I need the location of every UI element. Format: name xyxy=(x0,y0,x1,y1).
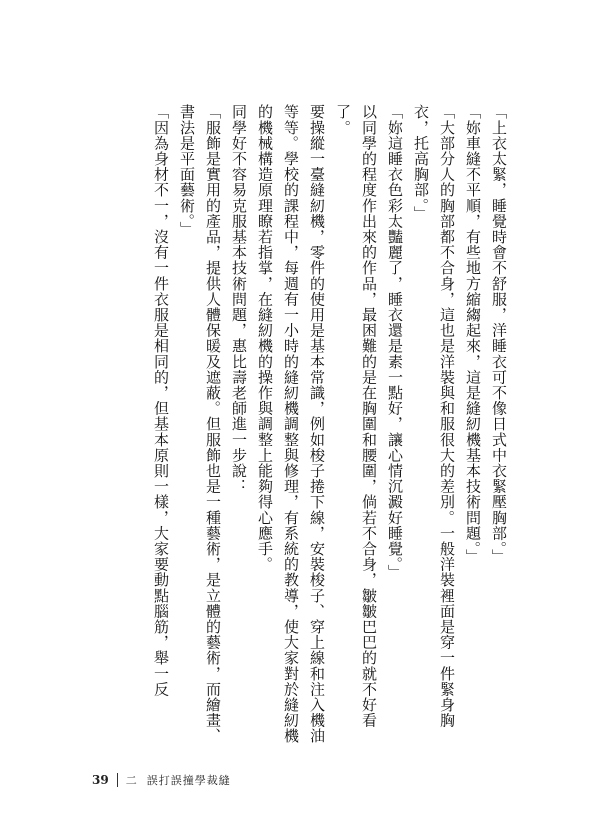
vertical-text-body xyxy=(96,104,512,744)
paragraph: 以同學的程度作出來的作品，最困難的是在胸圍和腰圍，倘若不合身，皺皺巴巴的就不好看了。 xyxy=(334,104,378,728)
paragraph: 要操縱一臺縫紉機，零件的使用是基本常識，例如梭子捲下線，安裝梭子、穿上線和注入機油等等。學校的課程中，每週有一小時的縫紉機調整與修理，有系統的教導，使大家對於縫紉機的機械構造原理瞭若指掌，在縫紉機的操作與調整上能夠得心應手。 xyxy=(256,104,326,744)
book-title: 誤打誤撞學裁縫 xyxy=(146,774,231,787)
paragraph: 「妳車縫不平順，有些地方縮縐起來，這是縫紉機基本技術問題。」 xyxy=(464,104,482,565)
paragraph: 「妳這睡衣色彩太豔麗了，睡衣還是素一點好，讓心情沉澱好睡覺。」 xyxy=(386,104,404,581)
page-number: 39 xyxy=(92,773,109,787)
page-footer xyxy=(92,770,231,790)
paragraph: 「服飾是實用的產品，提供人體保暖及遮蔽。但服飾也是一種藝術，是立體的藝術，而繪畫、書法是平面藝術。」 xyxy=(178,104,222,744)
paragraph: 同學好不容易克服基本技術問題，惠比壽老師進一步說： xyxy=(230,104,248,494)
paragraph: 「大部分人的胸部都不合身，這也是洋裝與和服很大的差別。一般洋裝裡面是穿一件緊身胸衣，托高胸部。」 xyxy=(412,104,456,728)
footer-divider xyxy=(117,773,118,787)
paragraph: 「上衣太緊，睡覺時會不舒服，洋睡衣可不像日式中衣緊壓胸部。」 xyxy=(490,104,508,565)
chapter-number: 二 xyxy=(125,774,137,787)
paragraph: 「因為身材不一，沒有一件衣服是相同的，但基本原則一樣，大家要動點腦筋，舉一反 xyxy=(152,104,170,697)
